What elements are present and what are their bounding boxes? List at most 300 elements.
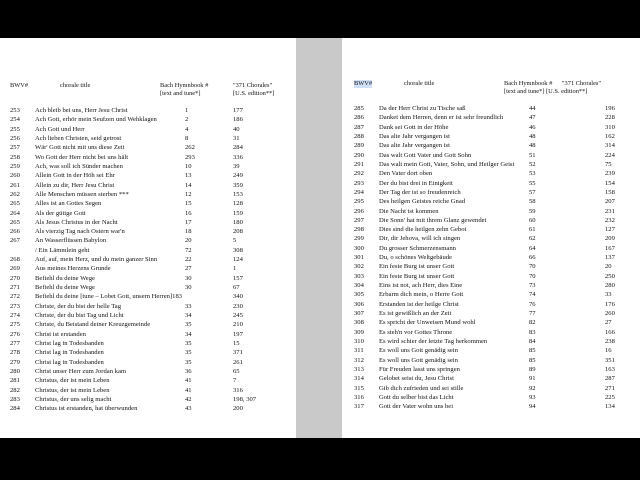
table-row xyxy=(342,374,640,383)
hymnbook-cell: 94 xyxy=(529,403,536,411)
bwv-cell: 310 xyxy=(354,338,364,345)
bwv-cell: 302 xyxy=(354,263,364,271)
bwv-cell: 315 xyxy=(354,384,364,392)
title-cell: Christ lag in Todesbanden xyxy=(35,349,104,357)
bwv-cell: 314 xyxy=(354,375,364,383)
us-edition-cell: 197 xyxy=(233,330,243,338)
bwv-cell: 296 xyxy=(354,207,364,215)
hymnbook-cell: 70 xyxy=(529,263,536,271)
table-row xyxy=(0,181,296,190)
table-row xyxy=(342,141,640,150)
hymnbook-cell: 27 xyxy=(185,265,192,273)
title-cell: Des heilgen Geistes reiche Gnad xyxy=(379,198,466,206)
us-edition-cell: 176 xyxy=(605,300,615,308)
table-row xyxy=(0,190,296,199)
hymnbook-cell: 35 xyxy=(185,321,192,329)
title-cell: Aus meines Herzens Grunde xyxy=(35,265,111,273)
hymnbook-cell: 4 xyxy=(185,125,189,133)
bwv-cell: 309 xyxy=(354,328,364,336)
hymnbook-cell: 89 xyxy=(529,365,536,373)
title-cell: Erstanden ist der heilge Christ xyxy=(379,300,459,308)
title-cell: Die Nacht ist kommen xyxy=(379,207,439,215)
bwv-cell: 280 xyxy=(10,367,20,375)
hymnbook-cell: 18 xyxy=(185,228,192,236)
us-edition-cell: 260 xyxy=(605,310,615,318)
us-edition-cell: 210 xyxy=(233,321,243,329)
us-edition-cell: 134 xyxy=(605,403,615,411)
us-edition-cell: 31 xyxy=(233,134,240,142)
us-edition-cell: 351 xyxy=(605,356,615,364)
us-edition-cell: 250 xyxy=(605,272,615,280)
hymnbook-cell: 55 xyxy=(529,179,536,187)
title-cell: Das alte Jahr vergangen ist xyxy=(379,142,450,150)
column-header-bwv: BWV# xyxy=(10,82,29,89)
bwv-cell: 317 xyxy=(354,403,364,411)
table-row xyxy=(0,395,296,404)
title-cell: Christus ist erstanden, hat überwunden xyxy=(35,405,138,413)
bwv-cell: 267 xyxy=(10,237,20,245)
bwv-cell: 270 xyxy=(10,274,20,282)
hymnbook-cell: 62 xyxy=(529,235,536,243)
us-edition-cell: 39 xyxy=(233,162,240,170)
table-row xyxy=(342,328,640,337)
title-cell: Ein feste Burg ist unser Gott xyxy=(379,263,455,271)
title-cell: Alles ist an Gottes Segen xyxy=(35,200,102,208)
title-cell: Dir, dir Jehova, will ich singen xyxy=(379,235,461,243)
hymnbook-cell: 36 xyxy=(185,367,192,375)
table-row xyxy=(342,207,640,216)
us-edition-cell: 40 xyxy=(233,125,240,133)
hymnbook-cell: 57 xyxy=(529,188,536,196)
title-cell: Allein zu dir, Herr Jesu Christ xyxy=(35,181,115,189)
bwv-cell: 285 xyxy=(354,105,364,112)
hymnbook-cell: 44 xyxy=(529,105,536,112)
table-row xyxy=(342,169,640,178)
us-edition-cell: 287 xyxy=(605,375,615,383)
hymnbook-cell: 51 xyxy=(529,151,536,159)
table-row xyxy=(342,132,640,141)
hymnbook-cell: 43 xyxy=(185,405,192,413)
us-edition-cell: 7 xyxy=(233,377,237,385)
hymnbook-cell: 85 xyxy=(529,347,536,355)
us-edition-cell: 177 xyxy=(233,107,243,114)
us-edition-cell: 15 xyxy=(233,340,240,347)
hymnbook-cell: 35 xyxy=(185,349,192,357)
hymnbook-cell: 46 xyxy=(529,123,536,131)
hymnbook-cell: 17 xyxy=(185,218,192,226)
bwv-cell: 291 xyxy=(354,160,364,168)
hymnbook-cell: 47 xyxy=(529,114,536,122)
bwv-cell: 290 xyxy=(354,151,364,159)
bwv-cell: 316 xyxy=(354,393,364,401)
us-edition-cell: 249 xyxy=(233,172,243,180)
table-row xyxy=(0,367,296,376)
table-row xyxy=(0,292,296,301)
hymnbook-cell: 83 xyxy=(529,328,536,336)
title-cell: Den Vater dort oben xyxy=(379,170,433,178)
us-edition-cell: 261 xyxy=(233,358,243,366)
table-row xyxy=(342,197,640,206)
title-cell: Befiehl du deine [tune – Lobet Gott, unsern Herren]183 xyxy=(35,293,183,301)
us-edition-cell: 336 xyxy=(233,153,243,161)
us-edition-cell: 5 xyxy=(233,237,237,245)
bwv-cell: 275 xyxy=(10,321,20,329)
us-edition-cell: 1 xyxy=(233,265,237,273)
table-row xyxy=(342,309,640,318)
us-edition-cell: 284 xyxy=(233,144,243,152)
bwv-cell: 262 xyxy=(10,190,20,198)
table-row xyxy=(0,320,296,329)
table-row xyxy=(0,199,296,208)
table-row xyxy=(342,337,640,346)
bwv-cell: 295 xyxy=(354,198,364,206)
bwv-cell: 287 xyxy=(354,123,364,131)
us-edition-cell: 239 xyxy=(605,170,615,178)
table-row xyxy=(342,318,640,327)
right-page xyxy=(342,38,640,438)
us-edition-cell: 196 xyxy=(605,105,615,112)
title-cell: Gott du selber bist das Licht xyxy=(379,393,454,401)
us-edition-cell: 20 xyxy=(605,263,612,271)
hymnbook-cell: 93 xyxy=(529,393,536,401)
title-cell: Christus, der ist mein Leben xyxy=(35,386,110,394)
table-row xyxy=(0,171,296,180)
bwv-cell: 259 xyxy=(10,162,20,170)
us-edition-cell: 16 xyxy=(605,347,612,355)
table-row xyxy=(0,404,296,413)
bwv-cell: 265 xyxy=(10,218,20,226)
title-cell: Ach bleib bei uns, Herr Jesu Christ xyxy=(35,107,128,114)
hymnbook-cell: 59 xyxy=(529,207,536,215)
hymnbook-cell: 70 xyxy=(529,272,536,280)
hymnbook-cell: 13 xyxy=(185,172,192,180)
combined-header-line2: [text and tune*] [U.S. edition**] xyxy=(504,88,588,95)
table-row xyxy=(0,153,296,162)
hymnbook-cell: 30 xyxy=(185,284,192,292)
hymnbook-cell: 73 xyxy=(529,282,536,290)
hymnbook-cell: 34 xyxy=(185,312,192,320)
bwv-cell: 306 xyxy=(354,300,364,308)
bwv-cell: 254 xyxy=(10,116,20,124)
document-viewer xyxy=(0,38,640,438)
us-edition-cell: 231 xyxy=(605,207,615,215)
us-edition-cell: 128 xyxy=(233,200,243,208)
table-row xyxy=(342,160,640,169)
column-header-bwv: BWV# xyxy=(354,80,373,87)
table-row xyxy=(0,358,296,367)
title-cell: Ein feste Burg ist unser Gott xyxy=(379,272,455,280)
us-edition-cell: 153 xyxy=(233,190,243,198)
us-edition-cell: 314 xyxy=(605,142,615,150)
table-row xyxy=(0,302,296,311)
us-edition-cell: 225 xyxy=(605,393,615,401)
bwv-cell: 293 xyxy=(354,179,364,187)
title-cell: Gott der Vater wohn uns bei xyxy=(379,403,454,411)
us-header-line1: "371 Chorales" xyxy=(233,82,273,89)
table-row xyxy=(342,234,640,243)
hymnbook-cell: 92 xyxy=(529,384,536,392)
bwv-cell: 272 xyxy=(10,293,20,301)
bwv-cell: 256 xyxy=(10,134,20,142)
bwv-cell: 303 xyxy=(354,272,364,280)
title-cell: Die Sonn' hat mit ihrem Glanz gewendet xyxy=(379,216,487,224)
hymnbook-cell: 30 xyxy=(185,274,192,282)
title-cell: Für Freuden lasst uns springen xyxy=(379,365,460,373)
title-cell: Dies sind die heilgen zehn Gebot xyxy=(379,226,467,234)
hymnbook-cell: 33 xyxy=(185,302,192,310)
column-header-title: chorale title xyxy=(60,82,91,89)
us-edition-cell: 200 xyxy=(233,405,243,413)
us-edition-cell: 340 xyxy=(233,293,243,301)
hymnbook-cell: 53 xyxy=(529,170,536,178)
us-edition-cell: 209 xyxy=(605,235,615,243)
bwv-cell: 313 xyxy=(354,365,364,373)
title-cell: Alle Menschen müssen sterben *** xyxy=(35,190,129,198)
table-row xyxy=(0,162,296,171)
title-cell: Gib dich zufrieden und sei stille xyxy=(379,384,464,392)
column-header-us-edition xyxy=(233,82,274,98)
table-row xyxy=(342,402,640,411)
hymnbook-cell: 48 xyxy=(529,142,536,150)
us-edition-cell: 159 xyxy=(233,209,243,217)
bwv-cell: 294 xyxy=(354,188,364,196)
us-header-line2: [U.S. edition**] xyxy=(233,90,275,97)
bwv-cell: 299 xyxy=(354,235,364,243)
table-row xyxy=(342,281,640,290)
us-edition-cell: 67 xyxy=(233,284,240,292)
bwv-cell: 274 xyxy=(10,312,20,320)
table-row xyxy=(0,125,296,134)
bwv-cell: 282 xyxy=(10,386,20,394)
hymnbook-header-line1: Bach Hymnbook # xyxy=(160,82,209,89)
table-row xyxy=(0,264,296,273)
table-row xyxy=(342,113,640,122)
hymnbook-cell: 84 xyxy=(529,338,536,345)
bwv-cell: 308 xyxy=(354,319,364,327)
us-edition-cell: 162 xyxy=(605,132,615,140)
us-edition-cell: 75 xyxy=(605,160,612,168)
hymnbook-cell: 91 xyxy=(529,375,536,383)
us-edition-cell: 371 xyxy=(233,349,243,357)
title-cell: Allein Gott in der Höh sei Ehr xyxy=(35,172,115,180)
title-cell: Es woll uns Gott genädig sein xyxy=(379,347,458,355)
hymnbook-cell: 10 xyxy=(185,162,192,170)
bwv-cell: 297 xyxy=(354,216,364,224)
table-row xyxy=(342,290,640,299)
title-cell: Ach Gott, erhör mein Seufzen und Wehklagen xyxy=(35,116,157,124)
table-row xyxy=(0,143,296,152)
hymnbook-header-line2: [text and tune*] xyxy=(160,90,201,97)
hymnbook-header-line1: Bach Hymnbook # xyxy=(504,80,553,87)
table-row xyxy=(342,244,640,253)
hymnbook-cell: 85 xyxy=(529,356,536,364)
title-cell: Als Jesus Christus in der Nacht xyxy=(35,218,118,226)
bwv-cell: 276 xyxy=(10,330,20,338)
title-cell: Befiehl du deine Wege xyxy=(35,274,95,282)
table-row xyxy=(0,376,296,385)
hymnbook-cell: 60 xyxy=(529,216,536,224)
bwv-cell: 301 xyxy=(354,254,364,262)
hymnbook-cell: 35 xyxy=(185,340,192,347)
hymnbook-cell: 34 xyxy=(185,330,192,338)
us-edition-cell: 137 xyxy=(605,254,615,262)
title-cell: Dank sei Gott in der Höhe xyxy=(379,123,449,131)
title-cell: Es ist gewißlich an der Zeit xyxy=(379,310,452,318)
us-edition-cell: 33 xyxy=(605,291,612,299)
hymnbook-cell: 293 xyxy=(185,153,195,161)
hymnbook-cell: 76 xyxy=(529,300,536,308)
us-edition-cell: 198, 307 xyxy=(233,395,257,403)
us-edition-cell: 232 xyxy=(605,216,615,224)
us-edition-cell: 127 xyxy=(605,226,615,234)
hymnbook-cell: 22 xyxy=(185,256,192,264)
title-cell: Auf, auf, mein Herz, und du mein ganzer Sinn xyxy=(35,256,158,264)
bwv-cell: 265 xyxy=(10,200,20,208)
title-cell: Als der gütige Gott xyxy=(35,209,86,217)
hymnbook-cell: 64 xyxy=(529,244,536,252)
us-edition-cell: 163 xyxy=(605,365,615,373)
hymnbook-cell: 42 xyxy=(185,395,192,403)
table-row xyxy=(342,272,640,281)
page-gutter xyxy=(296,38,342,438)
hymnbook-cell: 15 xyxy=(185,200,192,208)
us-edition-cell: 154 xyxy=(605,179,615,187)
table-row xyxy=(0,236,296,245)
bwv-cell: 289 xyxy=(354,142,364,150)
bwv-cell: 286 xyxy=(354,114,364,122)
us-edition-cell: 316 xyxy=(233,386,243,394)
table-row xyxy=(0,115,296,124)
table-row xyxy=(342,188,640,197)
title-cell: Christus, der uns selig macht xyxy=(35,395,112,403)
table-row xyxy=(342,262,640,271)
table-row xyxy=(0,246,296,255)
column-header-title: chorale title xyxy=(404,80,435,87)
us-edition-cell: 308 xyxy=(233,246,243,254)
table-row xyxy=(342,346,640,355)
us-edition-cell: 167 xyxy=(605,244,615,252)
title-cell: Danket dem Herren, denn er ist sehr freundlich xyxy=(379,114,504,122)
title-cell: Christ ist erstanden xyxy=(35,330,86,338)
hymnbook-cell: 52 xyxy=(529,160,536,168)
bwv-cell: 255 xyxy=(10,125,20,133)
us-edition-cell: 180 xyxy=(233,218,243,226)
table-row xyxy=(342,123,640,132)
hymnbook-cell: 14 xyxy=(185,181,192,189)
title-cell: Der Tag der ist so freudenreich xyxy=(379,188,461,196)
bwv-cell: 278 xyxy=(10,349,20,357)
title-cell: Eins ist not, ach Herr, dies Eine xyxy=(379,282,463,290)
us-edition-cell: 245 xyxy=(233,312,243,320)
table-row xyxy=(0,218,296,227)
bwv-cell: 261 xyxy=(10,181,20,189)
hymnbook-cell: 48 xyxy=(529,132,536,140)
table-row xyxy=(0,339,296,348)
title-cell: Gelobet seist du, Jesu Christ xyxy=(379,375,454,383)
us-edition-cell: 238 xyxy=(605,338,615,345)
us-edition-cell: 208 xyxy=(233,228,243,236)
us-edition-cell: 230 xyxy=(233,302,243,310)
hymnbook-cell: 8 xyxy=(185,134,189,142)
hymnbook-cell: 74 xyxy=(529,291,536,299)
title-cell: Wär' Gott nicht mit uns diese Zeit xyxy=(35,144,125,152)
title-cell: Christ lag in Todesbanden xyxy=(35,340,104,347)
table-row xyxy=(0,227,296,236)
title-cell: Es spricht der Unweisen Mund wohl xyxy=(379,319,476,327)
hymnbook-cell: 20 xyxy=(185,237,192,245)
us-edition-cell: 228 xyxy=(605,114,615,122)
bwv-cell: 273 xyxy=(10,302,20,310)
title-cell: Es steh'n vor Gottes Throne xyxy=(379,328,453,336)
table-row xyxy=(342,300,640,309)
table-row xyxy=(342,393,640,402)
us-edition-cell: 186 xyxy=(233,116,243,124)
left-page xyxy=(0,38,296,438)
table-row xyxy=(342,151,640,160)
bwv-cell: 292 xyxy=(354,170,364,178)
table-row xyxy=(0,209,296,218)
us-edition-cell: 224 xyxy=(605,151,615,159)
us-edition-cell: 124 xyxy=(233,256,243,264)
title-cell: Als vierzig Tag nach Ostern war'n xyxy=(35,228,125,236)
hymnbook-cell: 58 xyxy=(529,198,536,206)
table-row xyxy=(342,365,640,374)
hymnbook-cell: 41 xyxy=(185,377,192,385)
bwv-cell: 277 xyxy=(10,340,20,347)
bwv-cell: 298 xyxy=(354,226,364,234)
bwv-cell: 307 xyxy=(354,310,364,318)
bwv-cell: 305 xyxy=(354,291,364,299)
us-header-line1: "371 Chorales" xyxy=(561,80,602,87)
hymnbook-cell: 72 xyxy=(185,246,192,254)
hymnbook-cell: 16 xyxy=(185,209,192,217)
hymnbook-cell: 41 xyxy=(185,386,192,394)
table-row xyxy=(342,253,640,262)
bwv-cell: 304 xyxy=(354,282,364,290)
us-edition-cell: 166 xyxy=(605,328,615,336)
title-cell: Es woll uns Gott genädig sein xyxy=(379,356,458,364)
bwv-cell: 269 xyxy=(10,265,20,273)
bwv-cell: 264 xyxy=(10,209,20,217)
title-cell: Christe, der du bist der helle Tag xyxy=(35,302,122,310)
us-edition-cell: 207 xyxy=(605,198,615,206)
table-row xyxy=(342,104,640,113)
table-row xyxy=(0,311,296,320)
title-cell: Du grosser Schmerzensmann xyxy=(379,244,456,252)
column-header-hymnbook xyxy=(160,82,208,98)
hymnbook-cell: 82 xyxy=(529,319,536,327)
hymnbook-cell: 262 xyxy=(185,144,195,152)
title-cell: Das walt Gott Vater und Gott Sohn xyxy=(379,151,472,159)
table-row xyxy=(342,225,640,234)
hymnbook-cell: 12 xyxy=(185,190,192,198)
table-row xyxy=(342,356,640,365)
title-cell: Ach lieben Christen, seid getrost xyxy=(35,134,122,142)
us-edition-cell: 359 xyxy=(233,181,243,189)
title-cell: An Wasserflüssen Babylon xyxy=(35,237,107,245)
title-cell: Wo Gott der Herr nicht bei uns hält xyxy=(35,153,129,161)
us-edition-cell: 271 xyxy=(605,384,615,392)
hymnbook-cell: 77 xyxy=(529,310,536,318)
table-row xyxy=(0,348,296,357)
bwv-cell: 266 xyxy=(10,228,20,236)
column-header-hymnbook xyxy=(504,80,601,96)
us-edition-cell: 27 xyxy=(605,319,612,327)
hymnbook-cell: 1 xyxy=(185,107,189,114)
us-edition-cell: 157 xyxy=(233,274,243,282)
title-cell: Christ lag in Todesbanden xyxy=(35,358,104,366)
table-row xyxy=(0,274,296,283)
